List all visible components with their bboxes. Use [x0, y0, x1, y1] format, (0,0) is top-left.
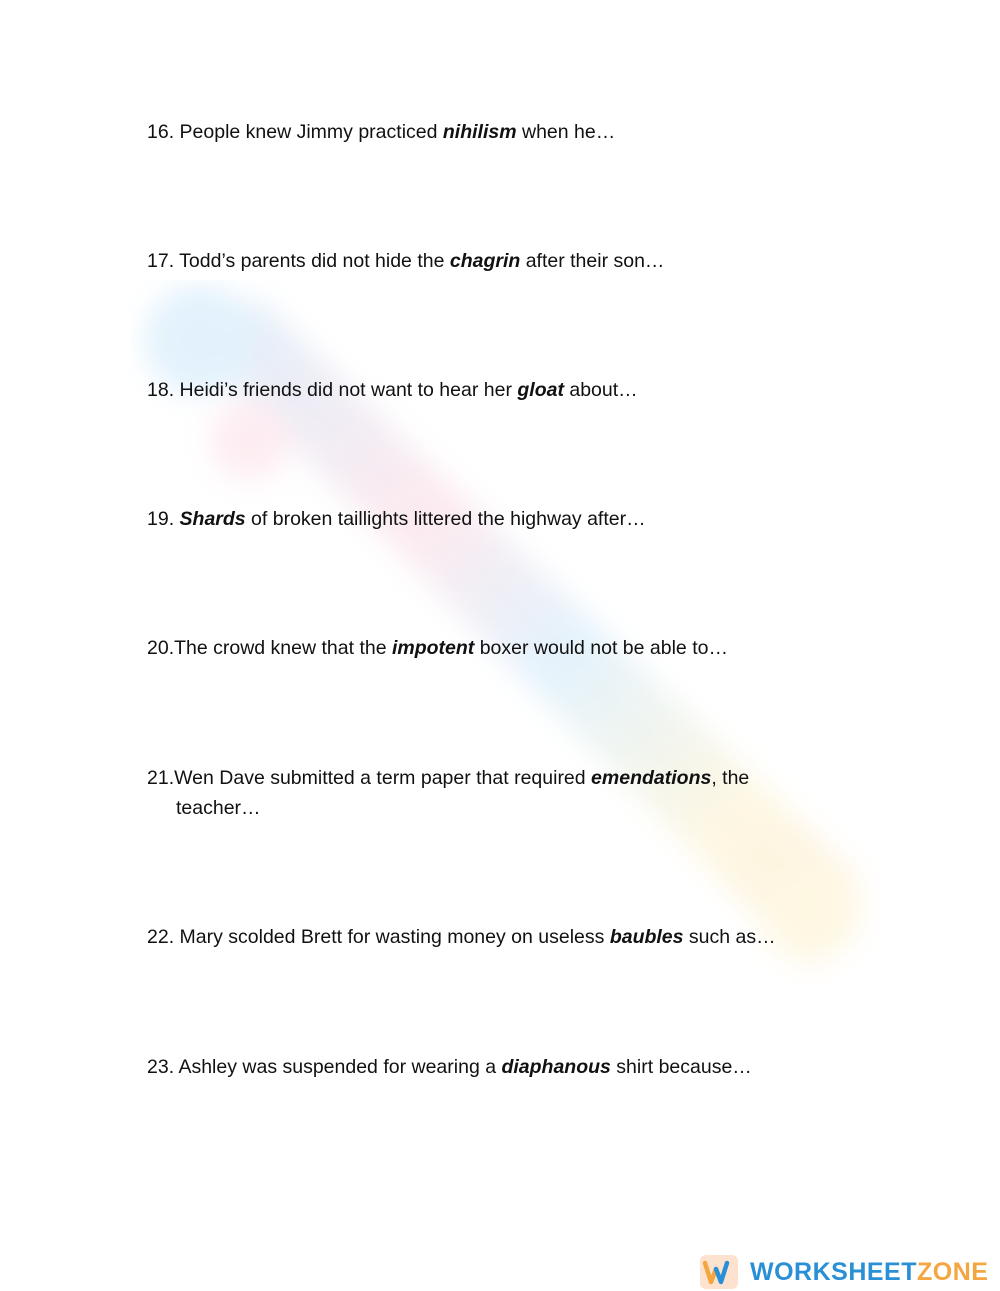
question-20-text-after: boxer would not be able to…	[474, 637, 728, 659]
brand-logo	[700, 1254, 988, 1290]
question-21-text-before: 21.Wen Dave submitted a term paper that required	[147, 767, 592, 789]
question-17-text-before: 17. Todd’s parents did not hide the	[147, 250, 450, 272]
question-17-vocab-word: chagrin	[449, 250, 521, 272]
question-21-text-after: , the	[711, 767, 750, 789]
question-16-text-after: when he…	[516, 121, 616, 143]
question-18-text-before: 18. Heidi’s friends did not want to hear her	[147, 379, 518, 401]
brand-name-part1: WORKSHEET	[750, 1257, 917, 1286]
worksheetzone-logo-icon	[700, 1255, 738, 1289]
question-23-vocab-word: diaphanous	[501, 1056, 611, 1078]
question-19-text-before: 19.	[147, 508, 180, 530]
question-19-vocab-word: Shards	[179, 508, 246, 530]
question-20	[147, 633, 728, 663]
question-23-text-after: shirt because…	[610, 1056, 752, 1078]
question-21-vocab-word: emendations	[591, 767, 712, 789]
question-18-text-after: about…	[563, 379, 638, 401]
question-23	[147, 1052, 752, 1082]
question-22-text-before: 22. Mary scolded Brett for wasting money on useless	[147, 926, 610, 948]
question-21	[147, 763, 749, 793]
question-16	[147, 117, 615, 147]
question-18	[147, 375, 638, 405]
brand-name-part2: ZONE	[917, 1257, 989, 1286]
question-22	[147, 922, 776, 952]
question-23-text-before: 23. Ashley was suspended for wearing a	[147, 1056, 502, 1078]
question-22-text-after: such as…	[683, 926, 776, 948]
question-17-text-after: after their son…	[520, 250, 665, 272]
question-16-vocab-word: nihilism	[442, 121, 517, 143]
question-19	[147, 504, 646, 534]
question-22-vocab-word: baubles	[609, 926, 684, 948]
question-17	[147, 246, 664, 276]
question-16-text-before: 16. People knew Jimmy practiced	[147, 121, 443, 143]
question-20-vocab-word: impotent	[391, 637, 475, 659]
question-20-text-before: 20.The crowd knew that the	[147, 637, 392, 659]
question-21-continuation: teacher…	[176, 797, 261, 819]
question-19-text-after: of broken taillights littered the highway after…	[245, 508, 646, 530]
question-18-vocab-word: gloat	[517, 379, 564, 401]
brand-name	[750, 1258, 988, 1287]
